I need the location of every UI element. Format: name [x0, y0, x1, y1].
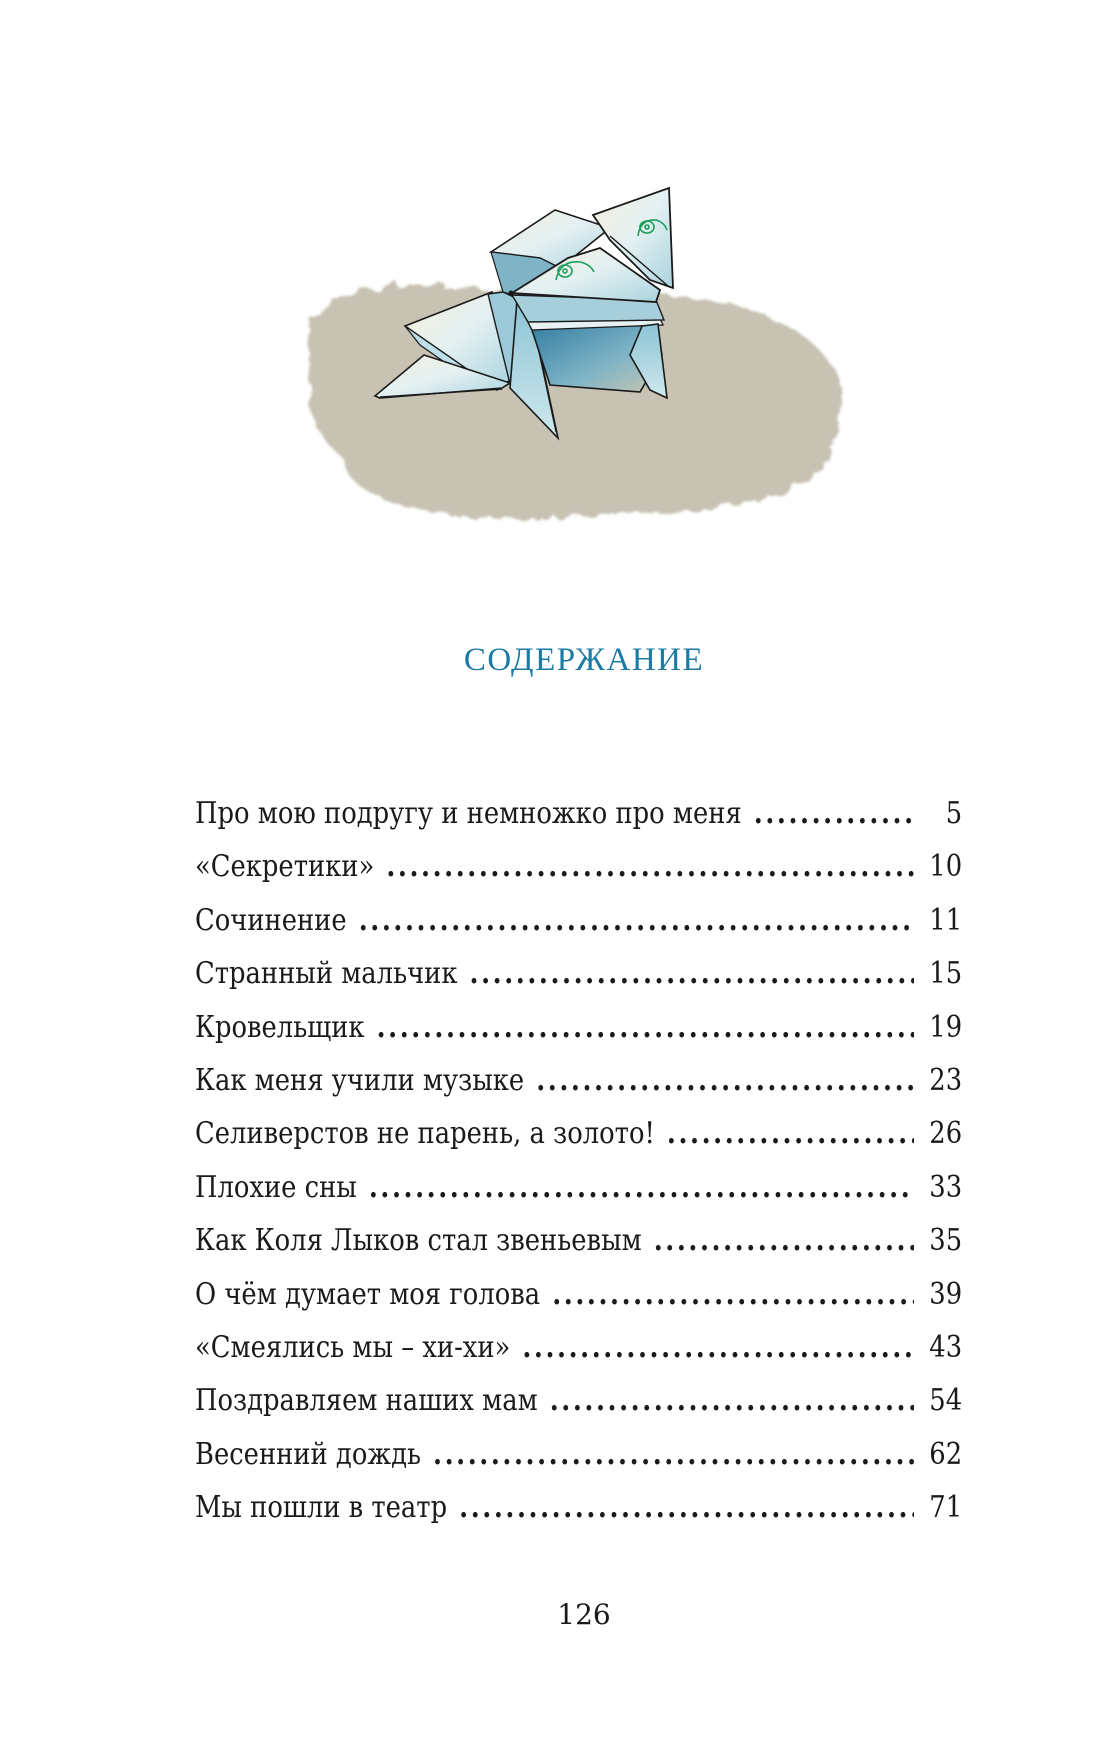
dot-leader [470, 956, 914, 992]
toc-entry-page: 43 [929, 1329, 963, 1365]
dot-leader [386, 849, 914, 885]
dot-leader [377, 1010, 914, 1046]
toc-entry-title: Сочинение [195, 902, 347, 938]
dot-leader [552, 1277, 914, 1313]
dot-leader [536, 1063, 914, 1099]
toc-entry-page: 10 [929, 849, 963, 885]
toc-entry-title: Как меня учили музыке [195, 1062, 525, 1098]
toc-entry-title: Плохие сны [195, 1169, 357, 1205]
page-number: 126 [557, 1598, 611, 1631]
dot-leader [359, 903, 914, 939]
toc-entry-title: Кровельщик [195, 1009, 365, 1045]
toc-entry[interactable] [195, 1437, 962, 1490]
toc-entry[interactable] [195, 1223, 962, 1276]
toc-entry-title: «Секретики» [195, 849, 375, 885]
toc-entry[interactable] [195, 956, 962, 1009]
toc-entry-page: 71 [929, 1490, 963, 1526]
toc-entry[interactable] [195, 903, 962, 956]
toc-entry-page: 54 [929, 1383, 963, 1419]
toc-entry-title: Селиверстов не парень, а золото! [195, 1116, 655, 1152]
dot-leader [550, 1383, 914, 1419]
dot-leader [369, 1170, 914, 1206]
dot-leader [522, 1330, 914, 1366]
toc-entry[interactable] [195, 1170, 962, 1223]
toc-entry[interactable] [195, 1330, 962, 1383]
toc-entry-page: 11 [929, 902, 963, 938]
toc-entry-title: Про мою подругу и немножко про меня [195, 796, 742, 831]
toc-entry-page: 19 [929, 1009, 963, 1045]
toc-entry[interactable] [195, 849, 962, 902]
toc-entry[interactable] [195, 1010, 962, 1063]
toc-entry-title: Странный мальчик [195, 956, 458, 992]
toc-entry-page: 39 [929, 1276, 963, 1312]
toc-entry[interactable] [195, 1116, 962, 1169]
toc-entry-page: 23 [929, 1062, 963, 1098]
frog-drawing [0, 0, 1100, 560]
toc-entry-title: Поздравляем наших мам [195, 1383, 538, 1419]
toc-entry-title: Мы пошли в театр [195, 1490, 448, 1526]
toc-entry[interactable] [195, 1383, 962, 1436]
toc-entry-page: 62 [929, 1436, 963, 1472]
toc-entry-page: 15 [929, 956, 963, 992]
table-of-contents [195, 796, 962, 1543]
dot-leader [754, 796, 914, 832]
toc-entry[interactable] [195, 796, 962, 849]
toc-entry-page: 26 [929, 1116, 963, 1152]
toc-entry-title: «Смеялись мы – хи-хи» [195, 1329, 511, 1365]
toc-entry-title: Как Коля Лыков стал звеньевым [195, 1223, 642, 1259]
toc-entry-page: 5 [945, 796, 963, 831]
toc-entry[interactable] [195, 1490, 962, 1543]
dot-leader [433, 1437, 914, 1473]
toc-entry-title: О чём думает моя голова [195, 1276, 541, 1312]
origami-frog-illustration [0, 0, 1100, 560]
toc-entry[interactable] [195, 1063, 962, 1116]
dot-leader [459, 1490, 914, 1526]
toc-entry-title: Весенний дождь [195, 1436, 422, 1472]
toc-entry[interactable] [195, 1277, 962, 1330]
toc-entry-page: 35 [929, 1223, 963, 1259]
toc-entry-page: 33 [929, 1169, 963, 1205]
dot-leader [667, 1116, 914, 1152]
page-title: СОДЕРЖАНИЕ [463, 642, 705, 678]
dot-leader [654, 1223, 914, 1259]
